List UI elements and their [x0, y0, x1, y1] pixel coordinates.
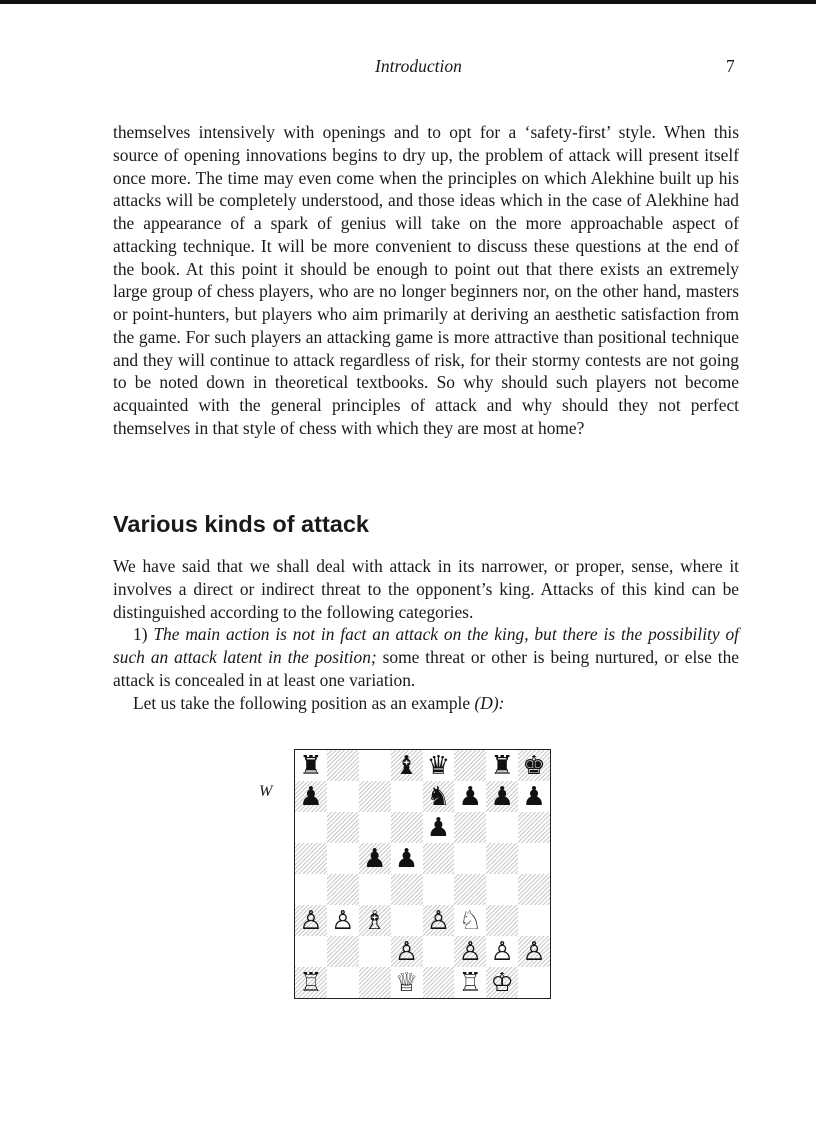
board-square	[295, 812, 327, 843]
chess-piece-square: ♙	[295, 905, 327, 936]
board-square	[423, 874, 455, 905]
chess-piece-square: ♟	[486, 781, 518, 812]
chess-piece-square: ♟	[458, 781, 482, 812]
chess-piece-square: ♘	[458, 905, 482, 936]
board-square	[423, 936, 455, 967]
board-square	[391, 905, 423, 936]
board-square	[518, 967, 550, 998]
board-square	[327, 812, 359, 843]
section-paragraph: We have said that we shall deal with attack in its narrower, or proper, sense, where it involves a direct or indirect threat to the opponent’s king. Attacks of this kind can be distinguished according to the following categories.	[113, 556, 739, 622]
board-square	[486, 905, 518, 936]
board-square	[327, 843, 359, 874]
chess-piece-square: ♕	[394, 967, 419, 998]
board-square	[454, 812, 486, 843]
board-square	[327, 874, 359, 905]
board-square	[327, 750, 359, 781]
board-square	[327, 967, 359, 998]
running-head	[0, 56, 816, 80]
section-text	[113, 555, 739, 714]
chess-piece-square: ♟	[522, 781, 546, 812]
board-square	[518, 874, 550, 905]
chess-piece-square: ♙	[518, 936, 550, 967]
board-square	[327, 781, 359, 812]
board-square	[359, 781, 391, 812]
section-heading: Various kinds of attack	[113, 511, 369, 537]
top-rule	[0, 0, 816, 4]
board-square	[391, 874, 423, 905]
item-number: 1)	[133, 624, 148, 645]
chess-piece-square: ♙	[490, 936, 514, 967]
chess-piece-square: ♞	[423, 781, 455, 812]
board-square	[295, 874, 327, 905]
board-square	[327, 936, 359, 967]
board-square	[454, 843, 486, 874]
board-square	[486, 812, 518, 843]
board-square	[359, 936, 391, 967]
board-square	[359, 812, 391, 843]
board-square	[359, 874, 391, 905]
board-square	[359, 967, 391, 998]
chess-piece-square: ♙	[331, 905, 355, 936]
chess-piece-square: ♗	[359, 905, 391, 936]
board-square	[454, 750, 486, 781]
board-square	[295, 843, 327, 874]
chess-piece-square: ♜	[490, 750, 514, 781]
chess-piece-square: ♚	[518, 750, 550, 781]
chess-piece-square: ♟	[295, 781, 327, 812]
board-square	[486, 874, 518, 905]
side-to-move-label: W	[259, 783, 273, 800]
chess-piece-square: ♜	[299, 750, 323, 781]
board-square	[391, 781, 423, 812]
board-square	[518, 905, 550, 936]
chess-piece-square: ♙	[391, 936, 423, 967]
chess-piece-square: ♙	[423, 905, 455, 936]
board-square	[391, 812, 423, 843]
board-square	[454, 874, 486, 905]
list-item-1	[113, 623, 739, 691]
board-square	[486, 843, 518, 874]
chess-diagram	[294, 749, 551, 999]
board-square	[295, 936, 327, 967]
chess-piece-square: ♟	[394, 843, 419, 874]
running-head-title: Introduction	[375, 56, 462, 76]
chess-piece-square: ♟	[426, 812, 451, 843]
body-text	[113, 121, 739, 440]
item-text: some threat or other is being nurtured, or else the attack is concealed in at least one variation.	[113, 647, 739, 690]
example-intro	[113, 692, 739, 715]
chess-piece-square: ♙	[454, 936, 486, 967]
board-square	[518, 812, 550, 843]
board-square	[359, 750, 391, 781]
example-text: Let us take the following position as an example	[133, 692, 471, 713]
board-square	[518, 843, 550, 874]
chess-piece-square: ♔	[486, 967, 518, 998]
chess-piece-square: ♛	[426, 750, 451, 781]
chess-piece-square: ♖	[458, 967, 482, 998]
item-italic-text: The main action is not in fact an attack on the king, but there is the possibility of such an attack latent in the position;	[113, 624, 739, 667]
chess-piece-square: ♟	[359, 843, 391, 874]
example-ref: (D):	[474, 692, 505, 713]
chess-piece-square: ♖	[295, 967, 327, 998]
paragraph: themselves intensively with openings and to opt for a ‘safety-first’ style. When this source of opening innovations begins to dry up, the problem of attack will present itself once more. The time may even come when the principles on which Alekhine built up his attacks will be completely understood, and those ideas which in the case of Alekhine had the appearance of a spark of genius will take on the more approachable aspect of attacking technique. It will be more convenient to discuss these questions at the end of the book. At this point it should be enough to point out that there exists an extremely large group of chess players, who are no longer beginners nor, on the other hand, masters or point-hunters, but players who aim primarily at deriving an aesthetic satisfaction from the game. For such players an attacking game is more attractive than positional technique and they will continue to attack regardless of risk, for their stormy contests are not going to be noted down in theoretical textbooks. So why should such players not become acquainted with the general principles of attack and why should they not perfect themselves in that style of chess with which they are most at home?	[113, 122, 739, 438]
chess-piece-square: ♝	[391, 750, 423, 781]
board-square	[423, 843, 455, 874]
page-number: 7	[726, 56, 735, 76]
board-square	[423, 967, 455, 998]
